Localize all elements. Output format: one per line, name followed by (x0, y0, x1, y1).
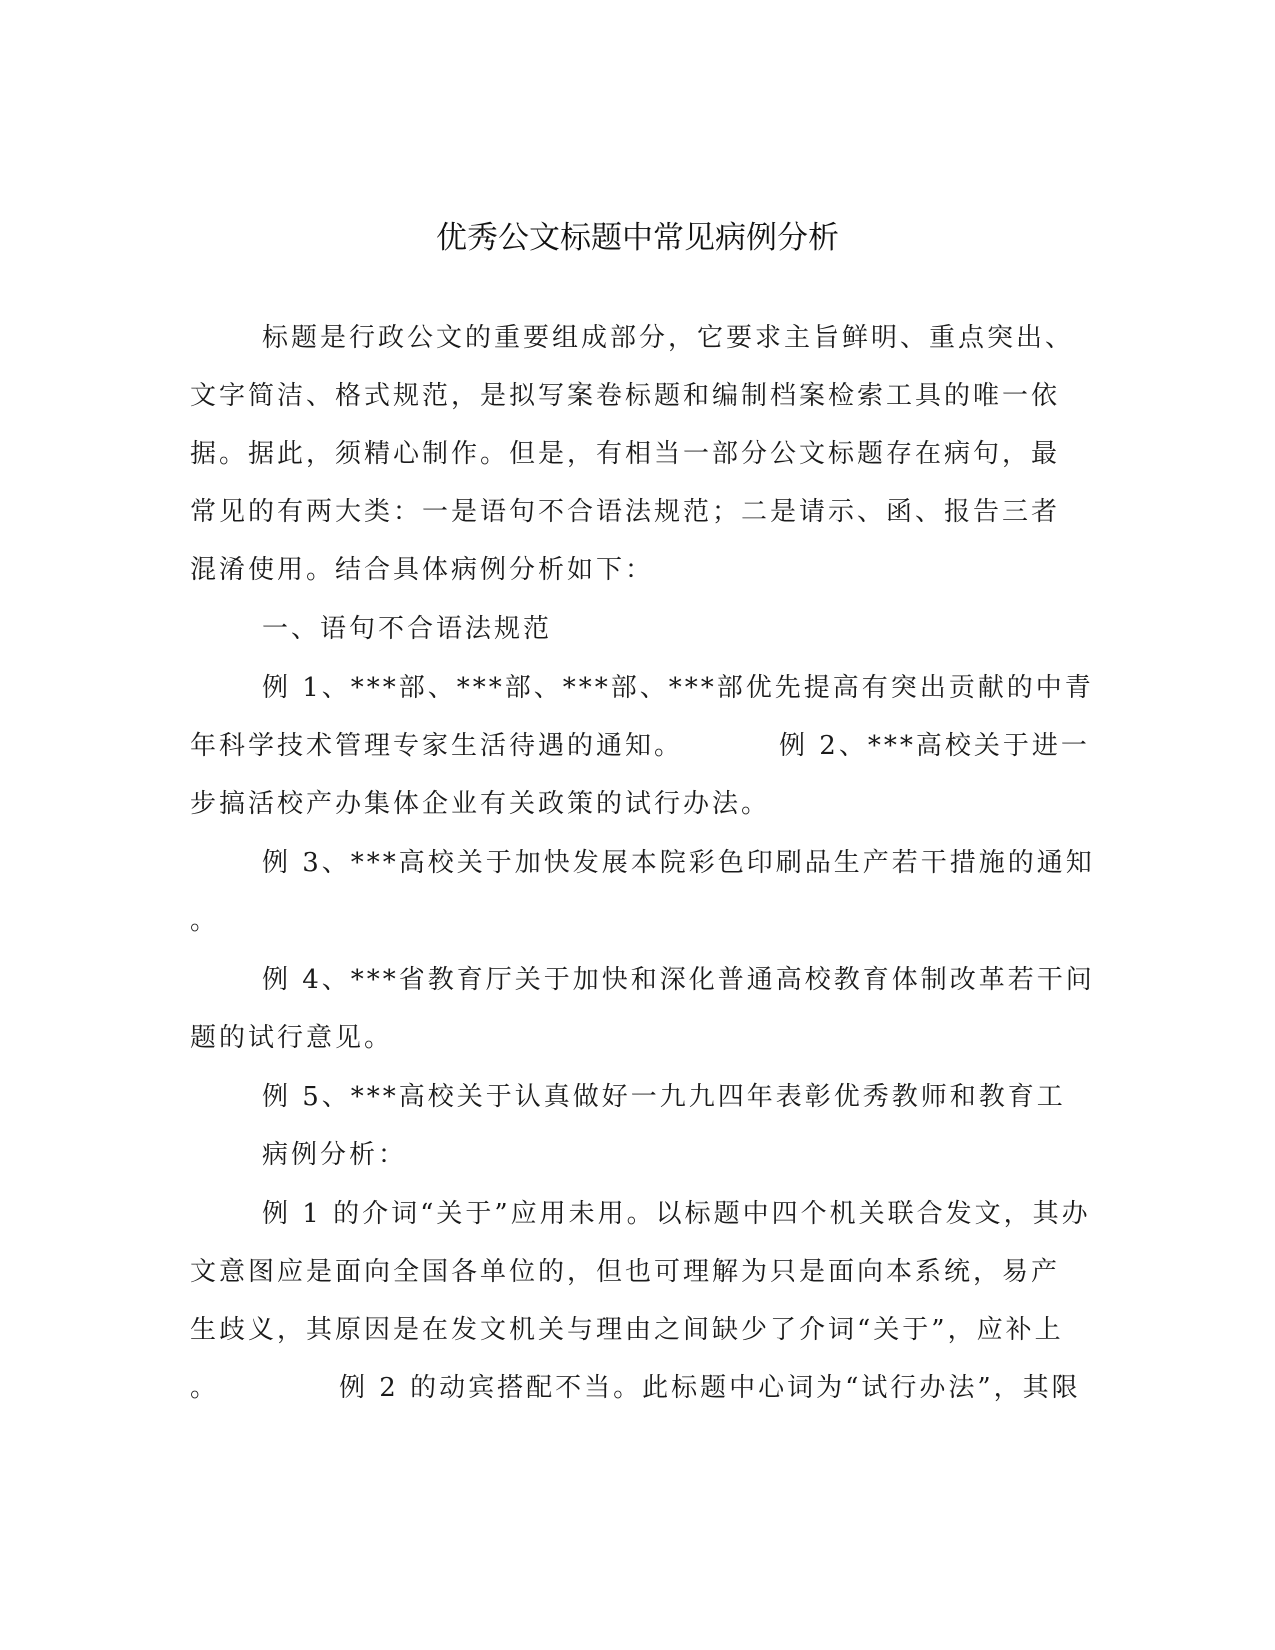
paragraph-line: 例 3、***高校关于加快发展本院彩色印刷品生产若干措施的通知 (262, 848, 1095, 878)
example-1-end: 年科学技术管理专家生活待遇的通知。 (190, 731, 684, 761)
paragraph-line: 生歧义，其原因是在发文机关与理由之间缺少了介词“关于”，应补上 (190, 1315, 1064, 1345)
section-heading: 一、语句不合语法规范 (262, 614, 553, 644)
paragraph-line: 标题是行政公文的重要组成部分，它要求主旨鲜明、重点突出、 (262, 323, 1075, 353)
paragraph-line: 例 1 的介词“关于”应用未用。以标题中四个机关联合发文，其办 (262, 1199, 1091, 1229)
paragraph-line: 据。据此，须精心制作。但是，有相当一部分公文标题存在病句，最 (190, 439, 1061, 469)
paragraph-line (190, 1371, 1081, 1405)
analysis-heading: 病例分析： (262, 1140, 408, 1170)
paragraph-line: 题的试行意见。 (190, 1023, 394, 1053)
paragraph-line: 例 5、***高校关于认真做好一九九四年表彰优秀教师和教育工 (262, 1082, 1066, 1112)
paragraph-line: 例 1、***部、***部、***部、***部优先提高有突出贡献的中青 (262, 673, 1094, 703)
document-title: 优秀公文标题中常见病例分析 (436, 220, 839, 256)
example-2-start: 例 2、***高校关于进一 (779, 731, 1090, 761)
paragraph-line: 文字简洁、格式规范，是拟写案卷标题和编制档案检索工具的唯一依 (190, 381, 1061, 411)
paragraph-line: 文意图应是面向全国各单位的，但也可理解为只是面向本系统，易产 (190, 1257, 1061, 1287)
example-2-analysis-start: 例 2 的动宾搭配不当。此标题中心词为“试行办法”，其限 (339, 1373, 1081, 1403)
paragraph-line: 常见的有两大类：一是语句不合语法规范；二是请示、函、报告三者 (190, 497, 1061, 527)
paragraph-line: 。 (190, 906, 220, 936)
paragraph-line: 混淆使用。结合具体病例分析如下： (190, 555, 655, 585)
paragraph-line: 例 4、***省教育厅关于加快和深化普通高校教育体制改革若干问 (262, 965, 1095, 995)
paragraph-line (190, 729, 1090, 763)
example-1-analysis-end: 。 (190, 1373, 220, 1403)
paragraph-line: 步搞活校产办集体企业有关政策的试行办法。 (190, 789, 771, 819)
